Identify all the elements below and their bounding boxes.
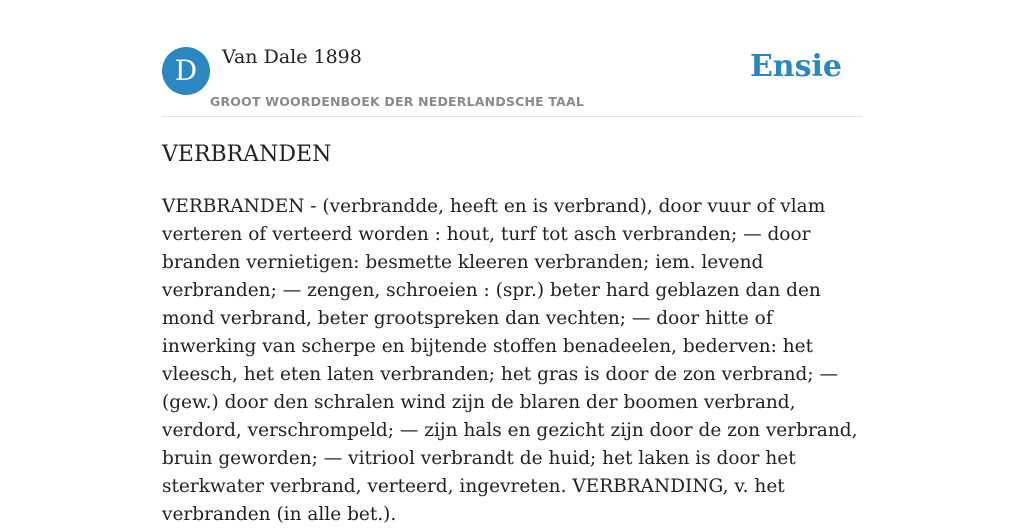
dictionary-card — [162, 0, 862, 525]
source-title[interactable]: Van Dale 1898 — [222, 46, 362, 68]
source-avatar: D — [162, 47, 210, 95]
source-subtitle: GROOT WOORDENBOEK DER NEDERLANDSCHE TAAL — [210, 94, 585, 109]
brand-logo[interactable]: Ensie — [749, 49, 842, 84]
entry-definition: VERBRANDEN - (verbrandde, heeft en is verbrand), door vuur of vlam verteren of verteerd worden : hout, turf tot asch verbranden; — door branden vernietigen: besmette kleeren verbranden; iem. levend verbranden; — zengen, schroeien : (spr.) beter hard geblazen dan den mond verbrand, beter grootspreken dan vechten; — door hitte of inwerking van scherpe en bijtende stoffen benadeelen, bederven: het vleesch, het eten laten verbranden; het gras is door de zon verbrand; — (gew.) door den schralen wind zijn de blaren der boomen verbrand, verdord, verschrompeld; — zijn hals en gezicht zijn door de zon verbrand, bruin geworden; — vitriool verbrandt de huid; het laken is door het sterkwater verbrand, verteerd, ingevreten. VERBRANDING, v. het verbranden (in alle bet.). — [162, 196, 858, 525]
entry-word: VERBRANDEN — [162, 142, 332, 167]
card-header — [162, 0, 862, 117]
